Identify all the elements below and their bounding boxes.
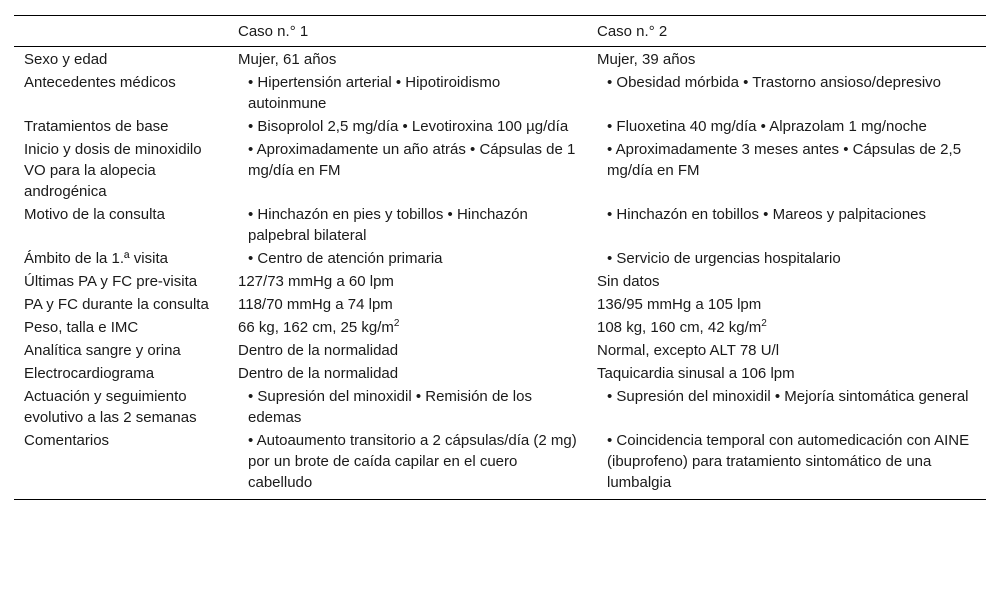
table-row <box>14 70 986 114</box>
header-col-label <box>14 16 228 47</box>
table-row <box>14 361 986 384</box>
case-2-cell: • Servicio de urgencias hospitalario <box>607 250 841 267</box>
header-case-1: Caso n.° 1 <box>228 16 587 47</box>
table-row <box>14 246 986 269</box>
row-label: Analítica sangre y orina <box>24 342 181 359</box>
case-1-bmi-text: 66 kg, 162 cm, 25 kg/m <box>238 319 394 336</box>
row-label: PA y FC durante la consulta <box>24 296 209 313</box>
case-1-cell: 118/70 mmHg a 74 lpm <box>238 296 393 313</box>
row-label: Sexo y edad <box>24 51 108 68</box>
case-2-bmi-text: 108 kg, 160 cm, 42 kg/m <box>597 319 762 336</box>
table-row <box>14 137 986 202</box>
case-1-cell: • Supresión del minoxidil • Remisión de los edemas <box>248 388 532 426</box>
case-1-cell: • Centro de atención primaria <box>248 250 443 267</box>
case-1-cell: Dentro de la normalidad <box>238 365 399 382</box>
row-label: Últimas PA y FC pre-visita <box>24 273 198 290</box>
case-1-bmi-sup: 2 <box>393 318 400 329</box>
row-label: Peso, talla e IMC <box>24 319 139 336</box>
row-label: Inicio y dosis de minoxidilo VO para la alopecia androgénica <box>24 141 202 200</box>
row-label: Tratamientos de base <box>24 118 169 135</box>
case-1-cell: • Autoaumento transitorio a 2 cápsulas/día (2 mg) por un brote de caída capilar en el cuero cabelludo <box>228 428 587 500</box>
case-2-bmi-sup: 2 <box>761 318 767 329</box>
case-1-cell <box>228 315 587 338</box>
case-2-cell <box>587 315 986 338</box>
row-label: Comentarios <box>14 428 228 500</box>
row-label: Ámbito de la 1.ª visita <box>24 250 168 267</box>
case-2-cell: 136/95 mmHg a 105 lpm <box>597 296 762 313</box>
table-row <box>14 292 986 315</box>
table-row <box>14 315 986 338</box>
table-row <box>14 269 986 292</box>
case-2-cell: • Supresión del minoxidil • Mejoría sintomática general <box>607 388 969 405</box>
row-label: Actuación y seguimiento evolutivo a las 2 semanas <box>24 388 197 426</box>
case-1-cell: • Hipertensión arterial • Hipotiroidismo autoinmune <box>248 74 501 112</box>
table-body <box>14 47 986 500</box>
case-2-cell: • Coincidencia temporal con automedicación con AINE (ibuprofeno) para tratamiento sintomático de una lumbalgia <box>587 428 986 500</box>
case-1-cell: 127/73 mmHg a 60 lpm <box>238 273 394 290</box>
case-1-cell: • Bisoprolol 2,5 mg/día • Levotiroxina 100 µg/día <box>248 118 569 135</box>
table-row <box>14 428 986 500</box>
case-1-cell: • Aproximadamente un año atrás • Cápsulas de 1 mg/día en FM <box>248 141 576 179</box>
case-2-cell: • Fluoxetina 40 mg/día • Alprazolam 1 mg/noche <box>607 118 927 135</box>
row-label: Electrocardiograma <box>24 365 155 382</box>
case-2-cell: Sin datos <box>597 273 660 290</box>
case-1-cell: Mujer, 61 años <box>238 51 337 68</box>
case-1-cell: Dentro de la normalidad <box>238 342 399 359</box>
case-1-cell: • Hinchazón en pies y tobillos • Hinchazón palpebral bilateral <box>248 206 528 244</box>
case-2-cell: Normal, excepto ALT 78 U/l <box>597 342 780 359</box>
table-row <box>14 114 986 137</box>
case-2-cell: • Hinchazón en tobillos • Mareos y palpitaciones <box>607 206 927 223</box>
case-comparison-table <box>14 15 986 500</box>
table-row <box>14 47 986 71</box>
table-header <box>14 16 986 47</box>
case-2-cell: • Aproximadamente 3 meses antes • Cápsulas de 2,5 mg/día en FM <box>607 141 962 179</box>
table-row <box>14 338 986 361</box>
case-2-cell: Mujer, 39 años <box>597 51 696 68</box>
header-row <box>14 16 986 47</box>
data-table <box>14 15 986 500</box>
table-row <box>14 384 986 428</box>
row-label: Antecedentes médicos <box>24 74 176 91</box>
header-case-2: Caso n.° 2 <box>587 16 986 47</box>
table-row <box>14 202 986 246</box>
row-label: Motivo de la consulta <box>24 206 165 223</box>
case-2-cell: • Obesidad mórbida • Trastorno ansioso/depresivo <box>607 74 942 91</box>
case-2-cell: Taquicardia sinusal a 106 lpm <box>597 365 795 382</box>
